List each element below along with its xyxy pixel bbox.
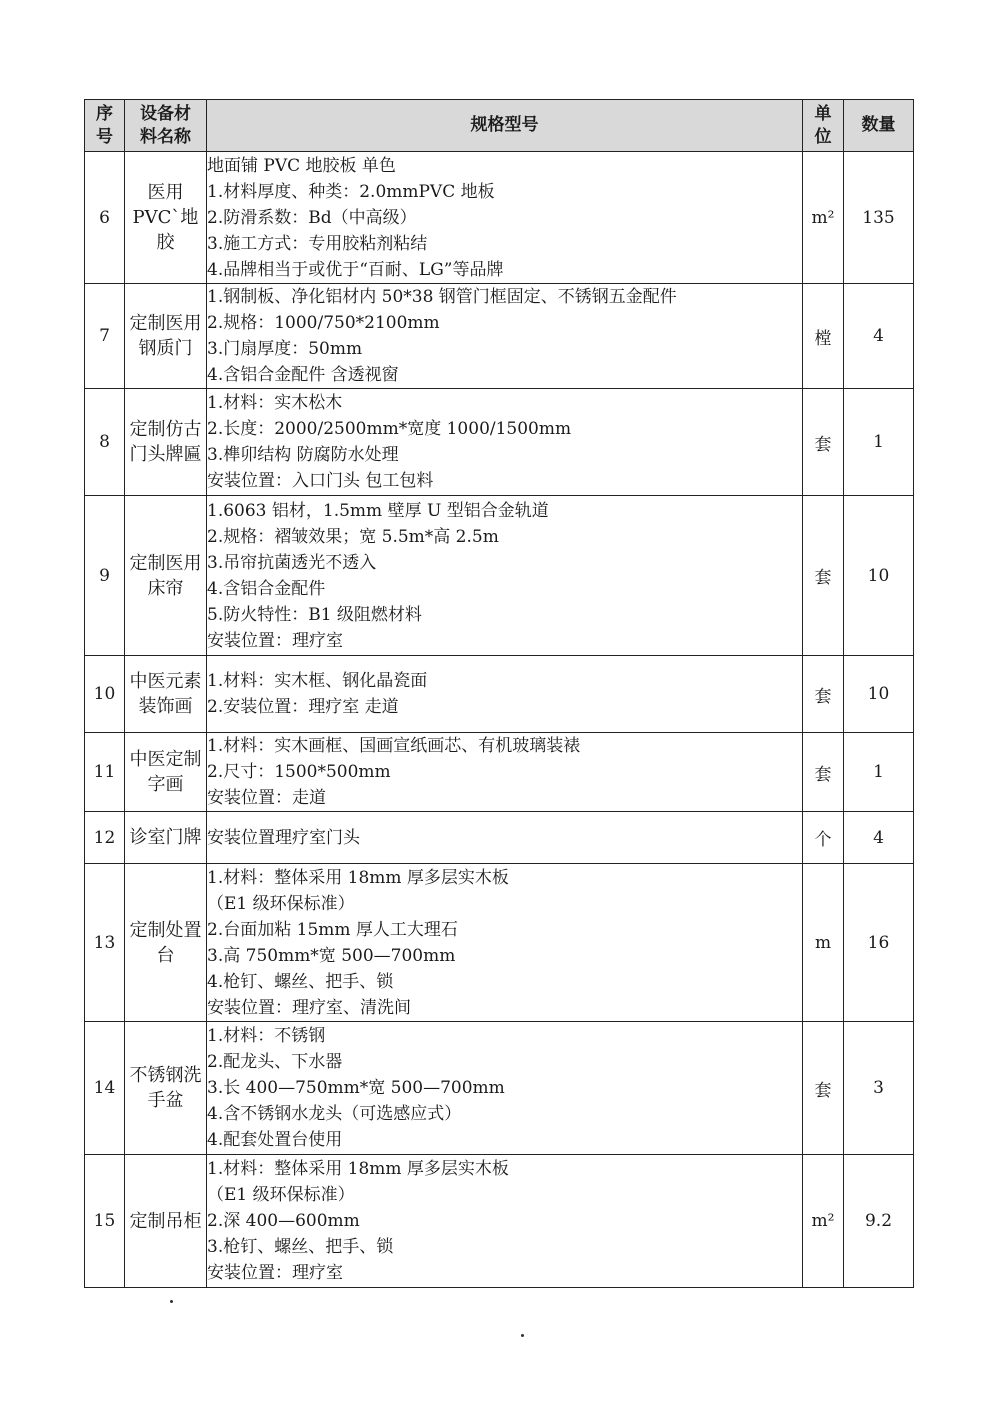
table-row — [85, 152, 914, 284]
spec-line: 地面铺 PVC 地胶板 单色 — [207, 155, 396, 176]
cell-qty: 4 — [844, 812, 914, 864]
spec-line: 1.材料：整体采用 18mm 厚多层实木板 — [207, 1159, 509, 1179]
spec-line: 3.吊帘抗菌透光不透入 — [207, 552, 377, 573]
table-row — [85, 733, 914, 812]
spec-line: 4.含铝合金配件 — [207, 578, 326, 599]
cell-spec — [207, 284, 803, 389]
spec-line: 安装位置理疗室门头 — [207, 827, 360, 848]
spec-line: 2.配龙头、下水器 — [207, 1052, 343, 1072]
cell-name-text: 定制仿古门头牌匾 — [129, 419, 202, 465]
spec-line: 1.6063 铝材，1.5mm 壁厚 U 型铝合金轨道 — [207, 500, 549, 521]
spec-line: 安装位置：入口门头 包工包料 — [207, 471, 434, 491]
header-unit-text: 单位 — [814, 103, 832, 147]
cell-unit: 套 — [803, 389, 844, 496]
spec-line: 1.材料：整体采用 18mm 厚多层实木板 — [207, 867, 509, 888]
cell-qty: 3 — [844, 1022, 914, 1155]
cell-spec — [207, 496, 803, 656]
cell-qty: 1 — [844, 389, 914, 496]
table-body — [85, 152, 914, 1288]
cell-name — [125, 389, 207, 496]
cell-qty: 4 — [844, 284, 914, 389]
header-no-text: 序号 — [96, 103, 113, 147]
cell-name — [125, 284, 207, 389]
spec-line: 4.配套处置台使用 — [207, 1130, 343, 1150]
spec-line: 1.材料厚度、种类：2.0mmPVC 地板 — [207, 181, 495, 202]
spec-line: 2.安装位置：理疗室 走道 — [207, 697, 399, 717]
spec-line: 2.深 400—600mm — [207, 1211, 360, 1231]
spec-line: 2.防滑系数：Bd（中高级） — [207, 207, 417, 228]
header-unit — [803, 100, 844, 152]
cell-unit: 樘 — [803, 284, 844, 389]
cell-no: 13 — [85, 864, 125, 1022]
table-row — [85, 284, 914, 389]
spec-line: 3.枪钉、螺丝、把手、锁 — [207, 1237, 394, 1257]
spec-line: （E1 级环保标准） — [207, 1185, 355, 1205]
cell-name-text: 不锈钢洗手盆 — [129, 1065, 202, 1111]
cell-spec — [207, 1155, 803, 1288]
cell-no: 6 — [85, 152, 125, 284]
cell-name-text: 中医定制字画 — [129, 749, 202, 795]
cell-qty: 135 — [844, 152, 914, 284]
cell-name — [125, 496, 207, 656]
spec-line: 1.材料：实木松木 — [207, 393, 343, 413]
spec-line: 4.含不锈钢水龙头（可选感应式） — [207, 1104, 462, 1124]
cell-name — [125, 733, 207, 812]
cell-unit: m² — [803, 1155, 844, 1288]
spec-line: 4.枪钉、螺丝、把手、锁 — [207, 971, 394, 992]
cell-name — [125, 1022, 207, 1155]
cell-name-text: 诊室门牌 — [129, 827, 202, 848]
spec-line: 2.规格：褶皱效果；宽 5.5m*高 2.5m — [207, 526, 499, 547]
spec-line: 安装位置：理疗室 — [207, 1263, 343, 1283]
spec-line: 2.台面加粘 15mm 厚人工大理石 — [207, 919, 458, 940]
cell-name-text: 定制医用钢质门 — [129, 313, 202, 359]
spec-line: 3.榫卯结构 防腐防水处理 — [207, 445, 399, 465]
spec-line: 安装位置：走道 — [207, 788, 326, 808]
cell-no: 8 — [85, 389, 125, 496]
scan-speck — [170, 1300, 173, 1303]
cell-no: 10 — [85, 656, 125, 733]
cell-spec — [207, 1022, 803, 1155]
table-row — [85, 496, 914, 656]
cell-unit: 个 — [803, 812, 844, 864]
cell-spec — [207, 656, 803, 733]
cell-no: 15 — [85, 1155, 125, 1288]
cell-name-text: 医用PVC`地胶 — [132, 182, 199, 253]
cell-name — [125, 152, 207, 284]
cell-no: 9 — [85, 496, 125, 656]
header-qty: 数量 — [844, 100, 914, 152]
cell-spec — [207, 864, 803, 1022]
cell-name-text: 定制吊柜 — [129, 1210, 202, 1232]
spec-line: 4.品牌相当于或优于“百耐、LG”等品牌 — [207, 259, 504, 280]
cell-spec — [207, 812, 803, 864]
header-name — [125, 100, 207, 152]
scan-speck — [521, 1334, 524, 1337]
spec-line: 2.尺寸：1500*500mm — [207, 762, 391, 782]
spec-line: 2.规格：1000/750*2100mm — [207, 313, 440, 333]
table-row — [85, 1022, 914, 1155]
cell-spec — [207, 389, 803, 496]
spec-line: 3.长 400—750mm*宽 500—700mm — [207, 1078, 505, 1098]
cell-unit: 套 — [803, 733, 844, 812]
cell-no: 11 — [85, 733, 125, 812]
cell-name — [125, 864, 207, 1022]
cell-qty: 1 — [844, 733, 914, 812]
spec-line: （E1 级环保标准） — [207, 893, 355, 914]
cell-unit: 套 — [803, 656, 844, 733]
spec-line: 安装位置：理疗室 — [207, 630, 343, 651]
cell-spec — [207, 733, 803, 812]
table-row — [85, 812, 914, 864]
spec-line: 1.材料：实木框、钢化晶瓷面 — [207, 671, 428, 691]
spec-line: 3.高 750mm*宽 500—700mm — [207, 945, 456, 966]
spec-line: 1.材料：实木画框、国画宣纸画芯、有机玻璃装裱 — [207, 736, 581, 756]
spec-line: 3.门扇厚度：50mm — [207, 339, 363, 359]
cell-no: 12 — [85, 812, 125, 864]
cell-qty: 16 — [844, 864, 914, 1022]
cell-name-text: 定制医用床帘 — [129, 552, 202, 599]
table-row — [85, 1155, 914, 1288]
spec-line: 安装位置：理疗室、清洗间 — [207, 997, 411, 1018]
cell-unit: m — [803, 864, 844, 1022]
cell-unit: 套 — [803, 1022, 844, 1155]
cell-qty: 10 — [844, 656, 914, 733]
cell-name — [125, 1155, 207, 1288]
table-row — [85, 389, 914, 496]
spec-line: 4.含铝合金配件 含透视窗 — [207, 365, 399, 385]
spec-line: 1.钢制板、净化铝材内 50*38 钢管门框固定、不锈钢五金配件 — [207, 287, 677, 307]
spec-line: 3.施工方式：专用胶粘剂粘结 — [207, 233, 428, 254]
cell-name-text: 定制处置台 — [129, 919, 202, 966]
cell-no: 7 — [85, 284, 125, 389]
cell-unit: m² — [803, 152, 844, 284]
cell-name-text: 中医元素装饰画 — [129, 671, 202, 717]
spec-line: 1.材料：不锈钢 — [207, 1026, 326, 1046]
cell-name — [125, 812, 207, 864]
spec-table — [84, 99, 914, 1288]
cell-unit: 套 — [803, 496, 844, 656]
cell-name — [125, 656, 207, 733]
table-row — [85, 656, 914, 733]
cell-spec — [207, 152, 803, 284]
header-name-text: 设备材料名称 — [140, 103, 191, 147]
table-row — [85, 864, 914, 1022]
header-spec: 规格型号 — [207, 100, 803, 152]
header-no — [85, 100, 125, 152]
header-row — [85, 100, 914, 152]
cell-no: 14 — [85, 1022, 125, 1155]
spec-line: 2.长度：2000/2500mm*宽度 1000/1500mm — [207, 419, 572, 439]
cell-qty: 10 — [844, 496, 914, 656]
spec-line: 5.防火特性：B1 级阻燃材料 — [207, 604, 422, 625]
cell-qty: 9.2 — [844, 1155, 914, 1288]
